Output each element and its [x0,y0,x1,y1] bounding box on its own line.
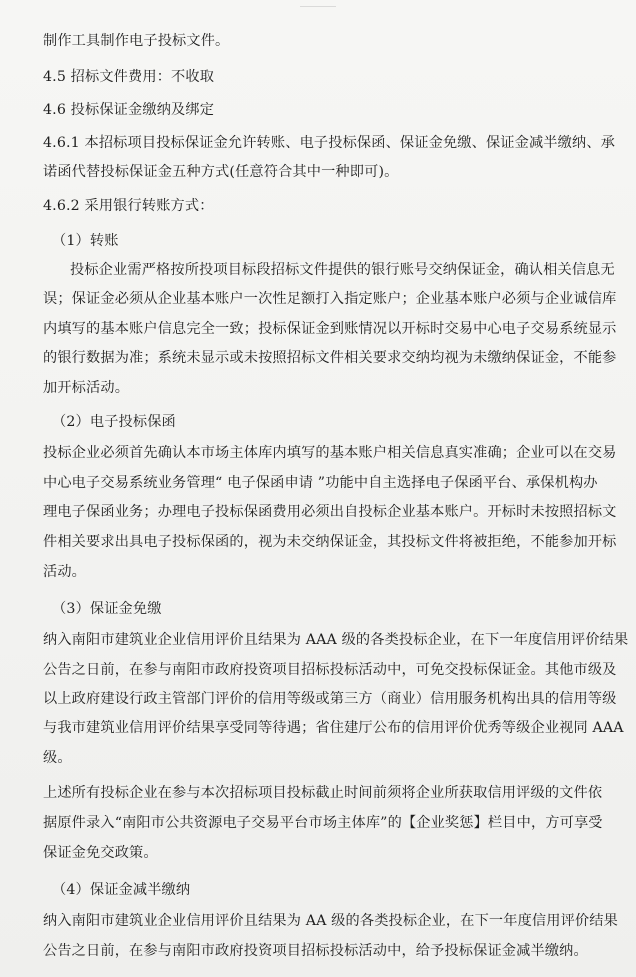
text-line: 诺函代替投标保证金五种方式(任意符合其中一种即可)。 [43,164,399,180]
text-line: 投标企业需严格按所投项目标段招标文件提供的银行账号交纳保证金，确认相关信息无 [70,262,615,278]
text-line: 理电子保函业务；办理电子投标保函费用必须出自投标企业基本账户。开标时未按照招标文 [43,504,617,520]
text-line: 4.6.1 本招标项目投标保证金允许转账、电子投标保函、保证金免缴、保证金减半缴纳、承 [43,135,615,151]
text-line: 以上政府建设行政主管部门评价的信用等级或第三方（商业）信用服务机构出具的信用等级 [43,691,617,707]
text-line: 误；保证金必须从企业基本账户一次性足额打入指定账户；企业基本账户必须与企业诚信库 [43,291,617,307]
text-line: 级。 [43,750,72,766]
text-line: 件相关要求出具电子投标保函的，视为未交纳保证金，其投标文件将被拒绝，不能参加开标 [43,534,617,550]
text-line: 投标企业必须首先确认本市场主体库内填写的基本账户相关信息真实准确；企业可以在交易 [43,445,617,461]
text-line: 制作工具制作电子投标文件。 [43,33,230,49]
text-line: 与我市建筑业信用评价结果享受同等待遇；省住建厅公布的信用评价优秀等级企业视同 AAA [43,720,624,736]
text-line: 活动。 [43,564,87,580]
text-line: 的银行数据为准；系统未显示或未按照招标文件相关要求交纳均视为未缴纳保证金，不能参 [43,350,617,366]
text-line: 据原件录入“南阳市公共资源电子交易平台市场主体库”的【企业奖惩】栏目中，方可享受 [43,815,603,831]
text-line: 内填写的基本账户信息完全一致；投标保证金到账情况以开标时交易中心电子交易系统显示 [43,321,617,337]
subheading-transfer: （1）转账 [52,233,119,249]
text-line: 公告之日前，在参与南阳市政府投资项目招标投标活动中，可免交投标保证金。其他市级及 [43,662,617,678]
text-line: 纳入南阳市建筑业企业信用评价且结果为 AA 级的各类投标企业，在下一年度信用评价结果 [43,913,618,929]
section-heading-4-6: 4.6 投标保证金缴纳及绑定 [43,102,215,118]
text-line: 上述所有投标企业在参与本次招标项目投标截止时间前须将企业所获取信用评级的文件依 [43,785,603,801]
text-line: 纳入南阳市建筑业企业信用评价且结果为 AAA 级的各类投标企业，在下一年度信用评价结果 [43,632,629,648]
text-line: 公告之日前，在参与南阳市政府投资项目招标投标活动中，给予投标保证金减半缴纳。 [43,943,588,959]
subheading-electronic-guarantee: （2）电子投标保函 [52,414,176,430]
section-heading-4-5: 4.5 招标文件费用：不收取 [43,69,215,85]
text-line: 加开标活动。 [43,380,130,396]
text-line: 保证金免交政策。 [43,845,158,861]
scan-mark [300,0,336,7]
subheading-deposit-exemption: （3）保证金免缴 [52,601,162,617]
section-heading-4-6-2: 4.6.2 采用银行转账方式： [43,198,214,214]
subheading-half-deposit: （4）保证金减半缴纳 [52,882,191,898]
text-line: 中心电子交易系统业务管理“ 电子保函申请 ”功能中自主选择电子保函平台、承保机构办 [43,475,598,491]
